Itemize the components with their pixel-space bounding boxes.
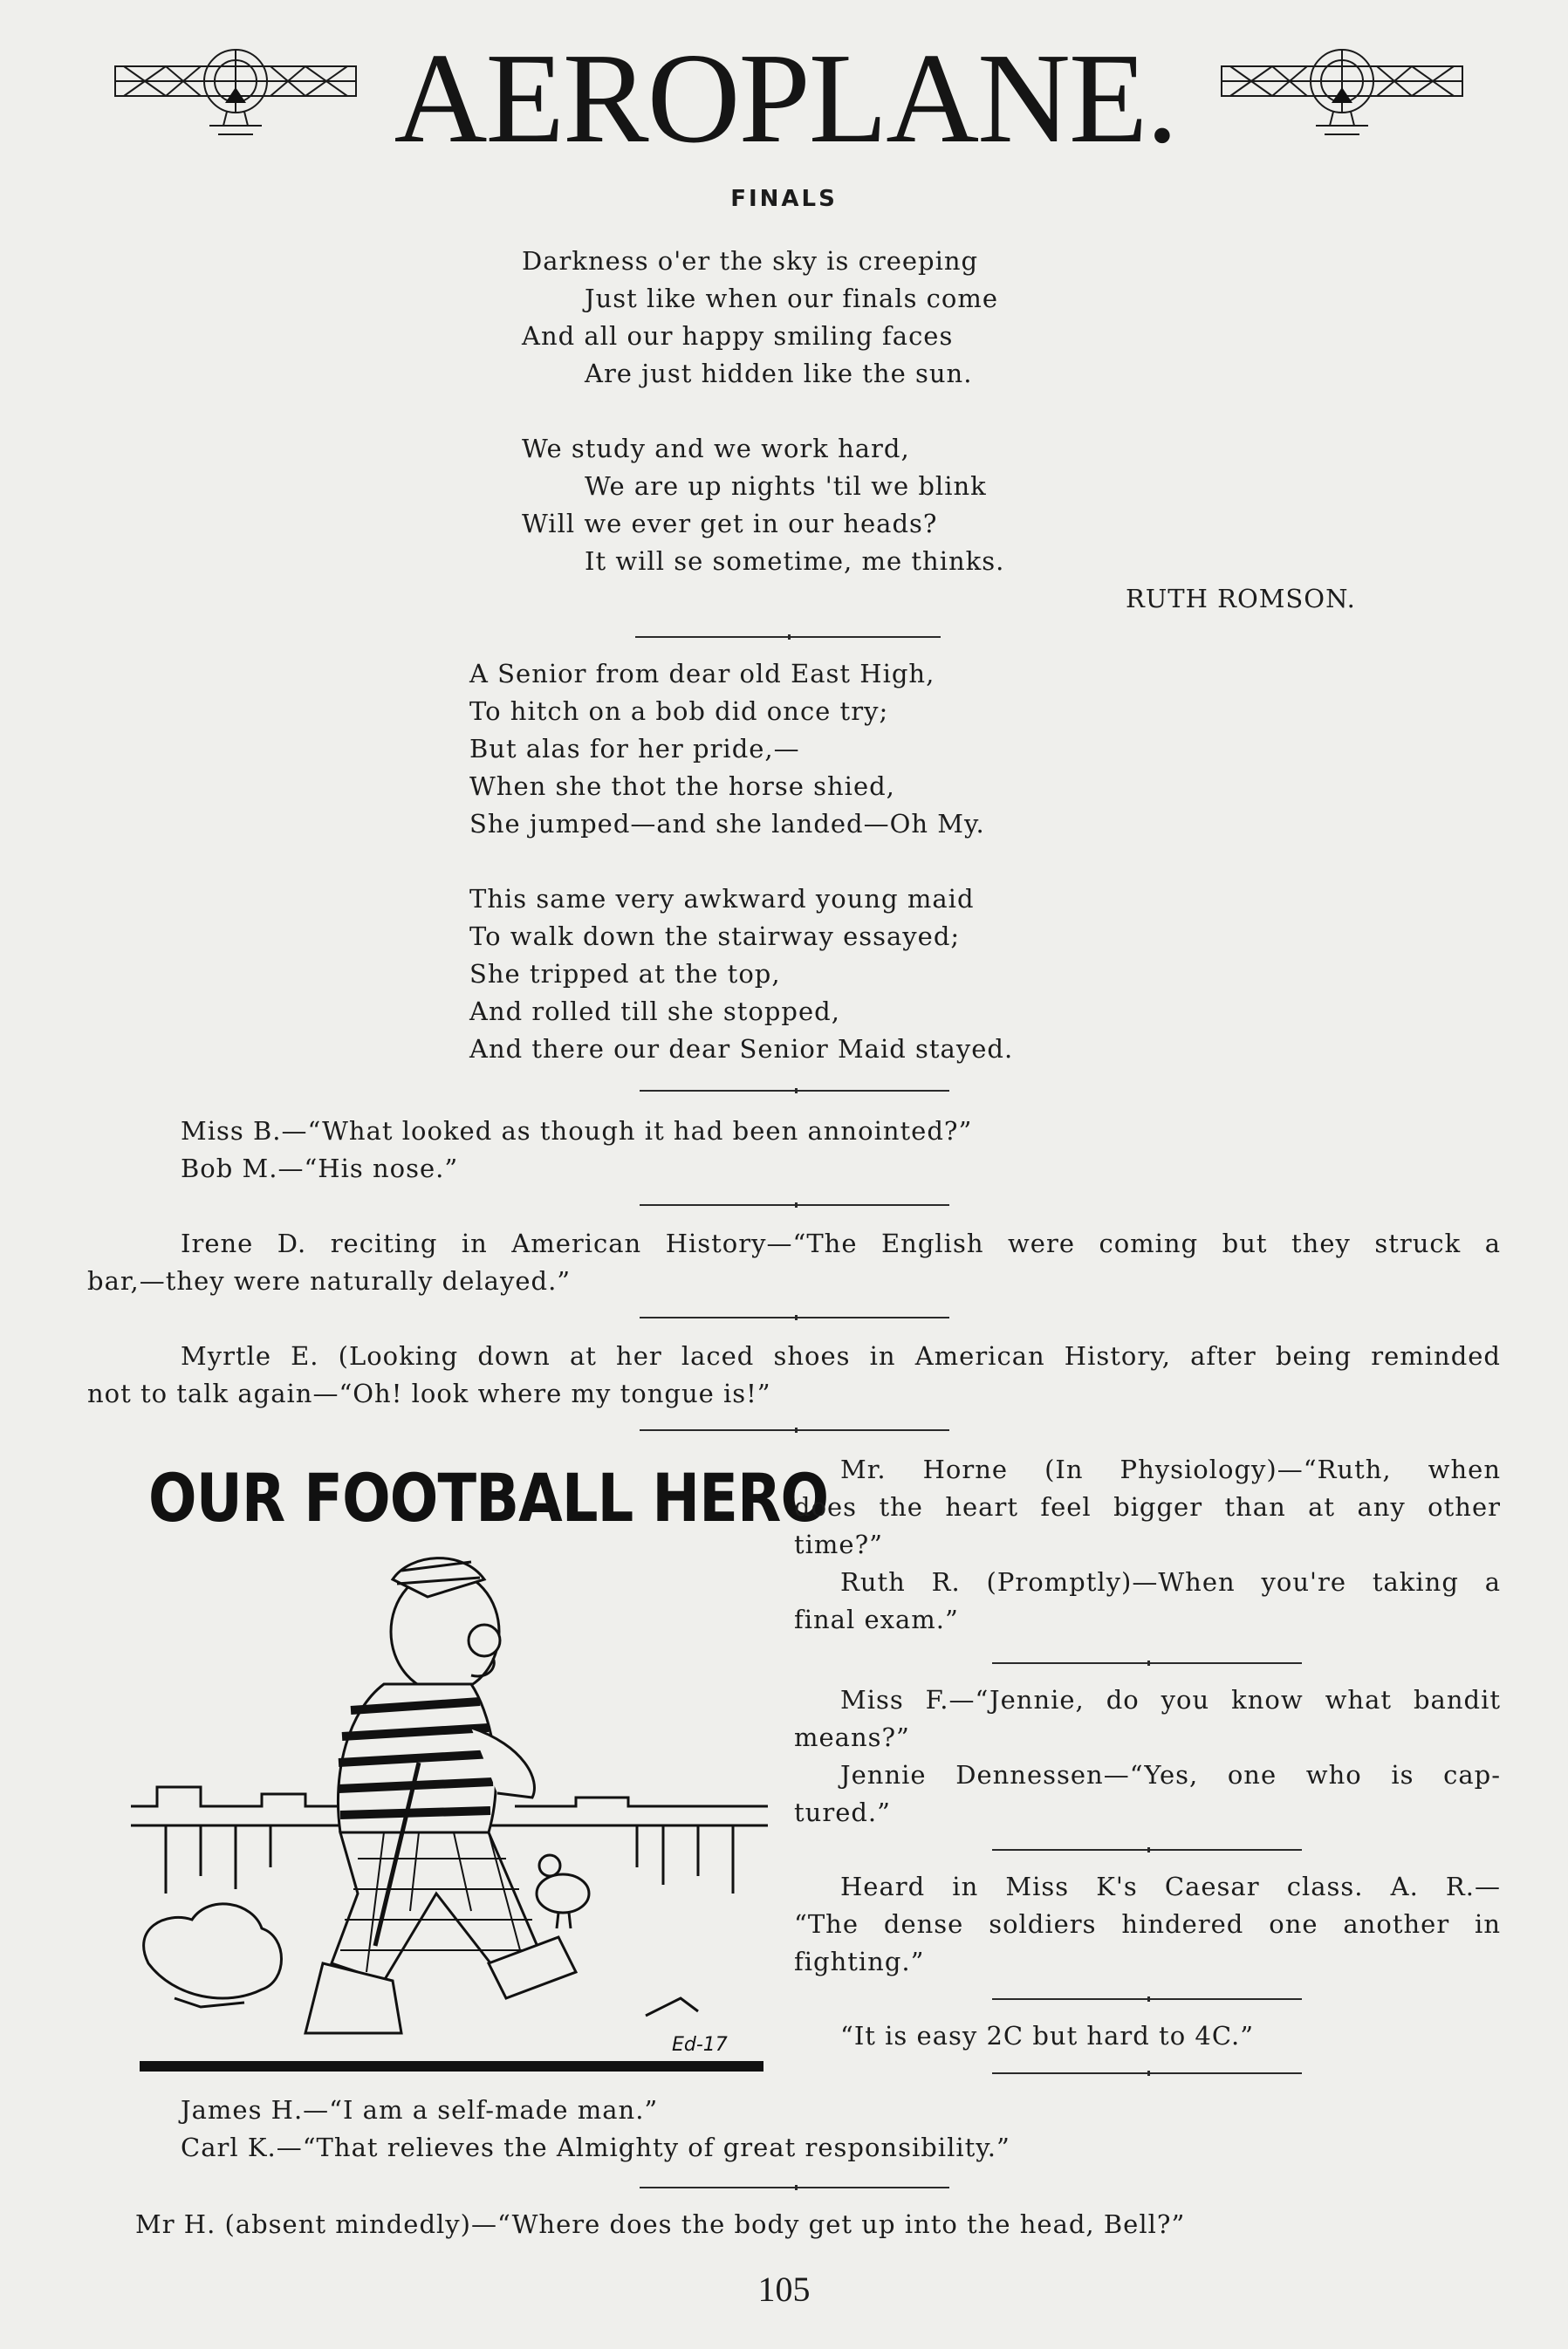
poem-line: Darkness o'er the sky is creeping: [522, 246, 979, 276]
divider: [992, 1998, 1302, 2000]
limerick-line: But alas for her pride,—: [469, 734, 800, 764]
limerick-line: To walk down the stairway essayed;: [469, 921, 961, 951]
masthead: [0, 17, 1568, 170]
joke-line: Heard in Miss K's Caesar class. A. R.—: [840, 1872, 1501, 1901]
joke-line: means?”: [794, 1722, 910, 1752]
joke-paragraph: [794, 1868, 1501, 1981]
limerick-line: A Senior from dear old East High,: [469, 659, 935, 688]
page-number: 105: [757, 2270, 811, 2309]
divider: [640, 2187, 949, 2188]
poem-line: It will se sometime, me thinks.: [585, 546, 1005, 576]
joke-line: Ruth R. (Promptly)—When you're taking a: [840, 1567, 1501, 1597]
divider: [992, 1849, 1302, 1851]
joke-paragraph: [87, 1225, 1501, 1300]
joke-line: Myrtle E. (Looking down at her laced shoes in American History, after being reminded: [181, 1341, 1501, 1371]
joke-line: Bob M.—“His nose.”: [181, 1154, 459, 1183]
cartoon-title: OUR FOOTBALL HERO: [148, 1459, 829, 1537]
joke-line: James H.—“I am a self-made man.”: [181, 2095, 659, 2125]
poem-title: FINALS: [730, 186, 838, 212]
joke-line: “The dense soldiers hindered one another in: [794, 1909, 1501, 1939]
poem-author: RUTH ROMSON.: [1126, 584, 1356, 613]
divider: [640, 1090, 949, 1092]
joke-line: Mr. Horne (In Physiology)—“Ruth, when: [840, 1455, 1501, 1484]
joke-paragraph: [794, 1681, 1501, 1832]
joke-line: “It is easy 2C but hard to 4C.”: [840, 2021, 1255, 2051]
joke-line: not to talk again—“Oh! look where my tongue is!”: [87, 1379, 771, 1408]
masthead-title: AEROPLANE.: [394, 27, 1177, 170]
football-hero-cartoon: [122, 1544, 768, 2085]
poem-line: Just like when our finals come: [585, 284, 999, 313]
poem-line: We study and we work hard,: [522, 434, 910, 463]
joke-line: tured.”: [794, 1798, 891, 1827]
biplane-right-icon: [1220, 42, 1464, 147]
joke-line: Carl K.—“That relieves the Almighty of great responsibility.”: [181, 2133, 1010, 2162]
divider: [992, 2072, 1302, 2074]
divider: [640, 1204, 949, 1206]
joke-line: time?”: [794, 1530, 883, 1559]
poem-line: Are just hidden like the sun.: [585, 359, 973, 388]
limerick-line: This same very awkward young maid: [469, 884, 975, 914]
poem-line: And all our happy smiling faces: [522, 321, 954, 351]
limerick-line: And rolled till she stopped,: [469, 996, 840, 1026]
joke-line: fighting.”: [794, 1947, 925, 1976]
divider: [640, 1429, 949, 1431]
limerick-line: When she thot the horse shied,: [469, 771, 895, 801]
biplane-left-icon: [113, 42, 358, 147]
joke-line: Mr H. (absent mindedly)—“Where does the body get up into the head, Bell?”: [135, 2209, 1186, 2239]
joke-paragraph: [794, 1451, 1501, 1639]
joke-line: Miss F.—“Jennie, do you know what bandit: [840, 1685, 1501, 1715]
cartoon-signature: Ed-17: [672, 2034, 728, 2056]
joke-line: Jennie Dennessen—“Yes, one who is cap-: [840, 1760, 1501, 1790]
joke-line: bar,—they were naturally delayed.”: [87, 1266, 572, 1296]
limerick-line: She jumped—and she landed—Oh My.: [469, 809, 985, 839]
joke-line: final exam.”: [794, 1605, 959, 1634]
joke-line: does the heart feel bigger than at any other: [794, 1492, 1501, 1522]
poem-line: Will we ever get in our heads?: [522, 509, 938, 538]
divider: [992, 1662, 1302, 1664]
joke-line: Miss B.—“What looked as though it had been annointed?”: [181, 1116, 973, 1146]
limerick-line: She tripped at the top,: [469, 959, 781, 989]
limerick-line: And there our dear Senior Maid stayed.: [469, 1034, 1014, 1064]
divider: [635, 636, 941, 638]
divider: [640, 1317, 949, 1318]
limerick-line: To hitch on a bob did once try;: [469, 696, 889, 726]
poem-line: We are up nights 'til we blink: [585, 471, 987, 501]
joke-paragraph: [87, 1338, 1501, 1413]
joke-line: Irene D. reciting in American History—“The English were coming but they struck a: [181, 1229, 1501, 1258]
